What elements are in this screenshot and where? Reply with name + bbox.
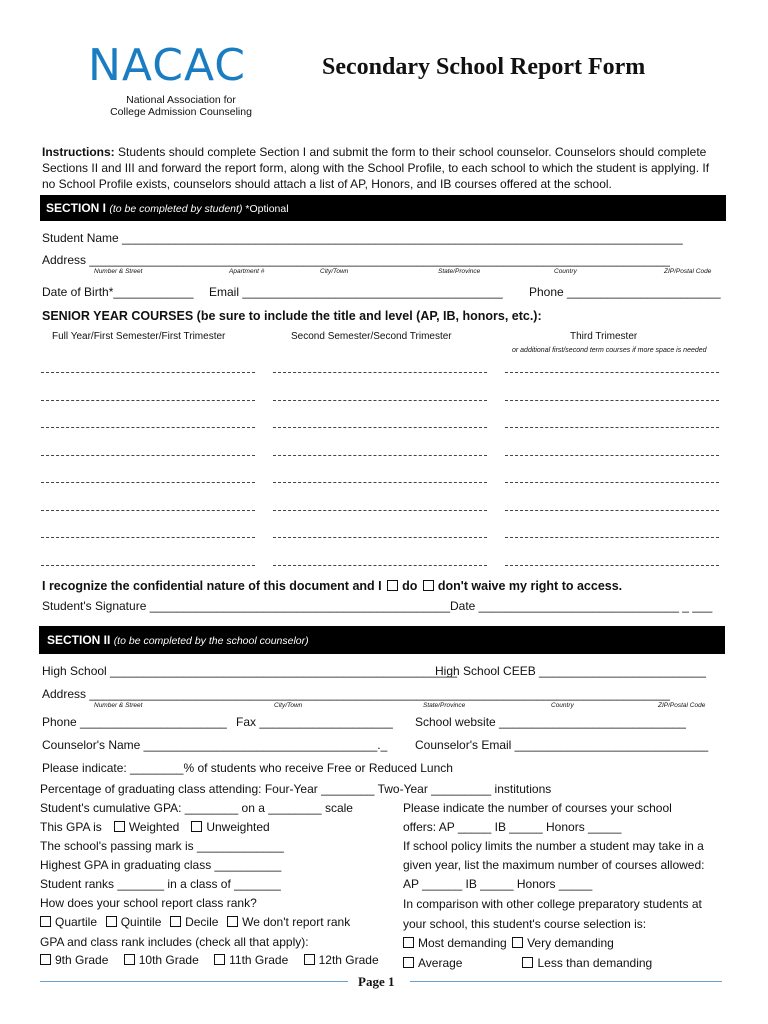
high-school-field[interactable]: High School ____________________________________________________ <box>42 664 458 678</box>
demand-row1 <box>401 936 614 950</box>
most-demanding-checkbox[interactable] <box>403 937 414 948</box>
rank-question: How does your school report class rank? <box>40 896 257 910</box>
course-line[interactable] <box>505 565 719 566</box>
course-line[interactable] <box>273 427 487 428</box>
section1-header <box>40 195 726 221</box>
courses-question: Please indicate the number of courses your school <box>403 801 672 815</box>
col3-header: Third Trimester <box>570 331 638 342</box>
section1-label: SECTION I <box>46 201 107 215</box>
highest-gpa-field[interactable]: Highest GPA in graduating class __________ <box>40 858 282 872</box>
very-demanding-label: Very demanding <box>527 936 614 950</box>
grade12-checkbox[interactable] <box>304 954 315 965</box>
grade-options <box>38 953 379 967</box>
course-line[interactable] <box>41 565 255 566</box>
address-sub-street: Number & Street <box>94 268 143 275</box>
section1-optional: *Optional <box>242 203 289 215</box>
course-line[interactable] <box>273 537 487 538</box>
school-address-sub-state: State/Province <box>423 702 466 709</box>
rank-options <box>38 915 350 929</box>
course-line[interactable] <box>505 400 719 401</box>
phone-field[interactable]: Phone _______________________ <box>529 285 721 299</box>
counselor-email-field[interactable]: Counselor's Email _____________________________ <box>415 738 709 752</box>
quintile-label: Quintile <box>120 915 162 929</box>
email-field[interactable]: Email _______________________________________ <box>209 285 503 299</box>
less-demanding-checkbox[interactable] <box>522 957 533 968</box>
school-website-field[interactable]: School website ____________________________ <box>415 715 686 729</box>
dont-waive-checkbox[interactable] <box>423 580 434 591</box>
pct-attending-field[interactable]: Percentage of graduating class attending: Four-Year ________ Two-Year _________ institutions <box>40 782 552 796</box>
unweighted-checkbox[interactable] <box>191 821 202 832</box>
col1-header: Full Year/First Semester/First Trimester <box>52 331 226 342</box>
page-number: Page 1 <box>358 974 395 989</box>
course-line[interactable] <box>273 565 487 566</box>
logo-subtitle-line1: National Association for <box>126 94 236 106</box>
grade9-label: 9th Grade <box>55 953 109 967</box>
gpa-type <box>40 820 270 834</box>
student-address-field[interactable]: Address _______________________________________________________________________________________ <box>42 253 670 267</box>
demand-row2 <box>401 956 652 970</box>
class-rank-field[interactable]: Student ranks _______ in a class of _______ <box>40 877 281 891</box>
confidential-statement <box>42 579 622 593</box>
course-line[interactable] <box>41 372 255 373</box>
confidential-text-a: I recognize the confidential nature of this document and I <box>42 579 382 593</box>
student-name-field[interactable]: Student Name ____________________________________________________________________________________ <box>42 231 683 245</box>
instructions <box>42 144 722 192</box>
ceeb-field[interactable]: High School CEEB _________________________ <box>435 664 706 678</box>
course-line[interactable] <box>41 537 255 538</box>
unweighted-label: Unweighted <box>206 820 270 834</box>
decile-label: Decile <box>185 915 219 929</box>
max-courses-field[interactable]: AP ______ IB _____ Honors _____ <box>403 877 593 891</box>
course-line[interactable] <box>505 482 719 483</box>
quartile-label: Quartile <box>55 915 98 929</box>
col3-note: or additional first/second term courses if more space is needed <box>512 347 707 354</box>
instructions-label: Instructions: <box>42 145 115 159</box>
school-address-sub-country: Country <box>551 702 574 709</box>
weighted-checkbox[interactable] <box>114 821 125 832</box>
course-line[interactable] <box>505 427 719 428</box>
grade9-checkbox[interactable] <box>40 954 51 965</box>
quartile-checkbox[interactable] <box>40 916 51 927</box>
limits-line2: given year, list the maximum number of courses allowed: <box>403 858 705 872</box>
course-line[interactable] <box>273 510 487 511</box>
grade10-checkbox[interactable] <box>124 954 135 965</box>
section2-header <box>40 627 724 653</box>
course-line[interactable] <box>505 510 719 511</box>
passing-mark-field[interactable]: The school's passing mark is _____________ <box>40 839 284 853</box>
school-address-sub-street: Number & Street <box>94 702 143 709</box>
course-line[interactable] <box>273 482 487 483</box>
section2-label: SECTION II <box>47 633 111 647</box>
confidential-text-b: don't waive my right to access. <box>437 579 623 593</box>
course-line[interactable] <box>41 455 255 456</box>
section2-note: (to be completed by the school counselor) <box>113 635 309 647</box>
course-line[interactable] <box>505 455 719 456</box>
no-rank-checkbox[interactable] <box>227 916 238 927</box>
course-line[interactable] <box>273 455 487 456</box>
signature-date-field[interactable]: Date ______________________________ _ ___ <box>450 599 713 613</box>
dob-field[interactable]: Date of Birth*____________ <box>42 285 194 299</box>
page-title: Secondary School Report Form <box>322 54 646 80</box>
address-sub-apt: Apartment # <box>229 268 265 275</box>
school-phone-field[interactable]: Phone ______________________ <box>42 715 227 729</box>
school-address-field[interactable]: Address _______________________________________________________________________________________ <box>42 687 670 701</box>
decile-checkbox[interactable] <box>170 916 181 927</box>
course-line[interactable] <box>505 372 719 373</box>
signature-field[interactable]: Student's Signature _____________________________________________ <box>42 599 451 613</box>
course-line[interactable] <box>41 427 255 428</box>
courses-offered-field[interactable]: offers: AP _____ IB _____ Honors _____ <box>403 820 622 834</box>
course-line[interactable] <box>41 400 255 401</box>
weighted-label: Weighted <box>128 820 180 834</box>
course-line[interactable] <box>273 372 487 373</box>
no-rank-label: We don't report rank <box>242 915 351 929</box>
course-line[interactable] <box>273 400 487 401</box>
address-sub-country: Country <box>554 268 577 275</box>
most-demanding-label: Most demanding <box>418 936 507 950</box>
grade12-label: 12th Grade <box>318 953 379 967</box>
address-sub-state: State/Province <box>438 268 481 275</box>
col2-header: Second Semester/Second Trimester <box>291 331 452 342</box>
address-sub-city: City/Town <box>320 268 349 275</box>
footer-rule-left <box>40 981 348 982</box>
average-label: Average <box>418 956 463 970</box>
grade10-label: 10th Grade <box>138 953 199 967</box>
nacac-logo: NACAC <box>88 40 247 91</box>
confidential-do: do <box>402 579 418 593</box>
do-checkbox[interactable] <box>387 580 398 591</box>
compare-line1: In comparison with other college preparatory students at <box>403 897 702 911</box>
grade11-label: 11th Grade <box>229 953 289 967</box>
limits-line1: If school policy limits the number a student may take in a <box>403 839 704 853</box>
courses-heading: SENIOR YEAR COURSES (be sure to include the title and level (AP, IB, honors, etc.): <box>42 309 542 323</box>
address-sub-zip: ZIP/Postal Code <box>664 268 712 275</box>
course-line[interactable] <box>41 510 255 511</box>
school-fax-field[interactable]: Fax ____________________ <box>236 715 393 729</box>
logo-subtitle <box>96 94 266 118</box>
includes-question: GPA and class rank includes (check all that apply): <box>40 935 309 949</box>
footer-rule-right <box>410 981 722 982</box>
quintile-checkbox[interactable] <box>106 916 117 927</box>
gpa-is-label: This GPA is <box>40 820 102 834</box>
gpa-field[interactable]: Student's cumulative GPA: ________ on a ________ scale <box>40 801 353 815</box>
average-checkbox[interactable] <box>403 957 414 968</box>
school-address-sub-city: City/Town <box>274 702 303 709</box>
section1-note: (to be completed by student) <box>109 203 243 215</box>
grade11-checkbox[interactable] <box>214 954 225 965</box>
free-lunch-field[interactable]: Please indicate: ________% of students who receive Free or Reduced Lunch <box>42 761 453 775</box>
logo-subtitle-line2: College Admission Counseling <box>110 106 252 118</box>
less-demanding-label: Less than demanding <box>537 956 653 970</box>
counselor-name-field[interactable]: Counselor's Name ___________________________________._ <box>42 738 388 752</box>
compare-line2: your school, this student's course selection is: <box>403 917 647 931</box>
very-demanding-checkbox[interactable] <box>512 937 523 948</box>
course-line[interactable] <box>505 537 719 538</box>
instructions-text: Students should complete Section I and submit the form to their school counselor. Counselors should complete Sections II and III and forward the report form, along with the School Profile, to each school to which the student is applying. If no School Profile exists, counselors should attach a list of AP, Honors, and IB courses offered at the school. <box>42 145 710 191</box>
school-address-sub-zip: ZIP/Postal Code <box>658 702 706 709</box>
course-line[interactable] <box>41 482 255 483</box>
